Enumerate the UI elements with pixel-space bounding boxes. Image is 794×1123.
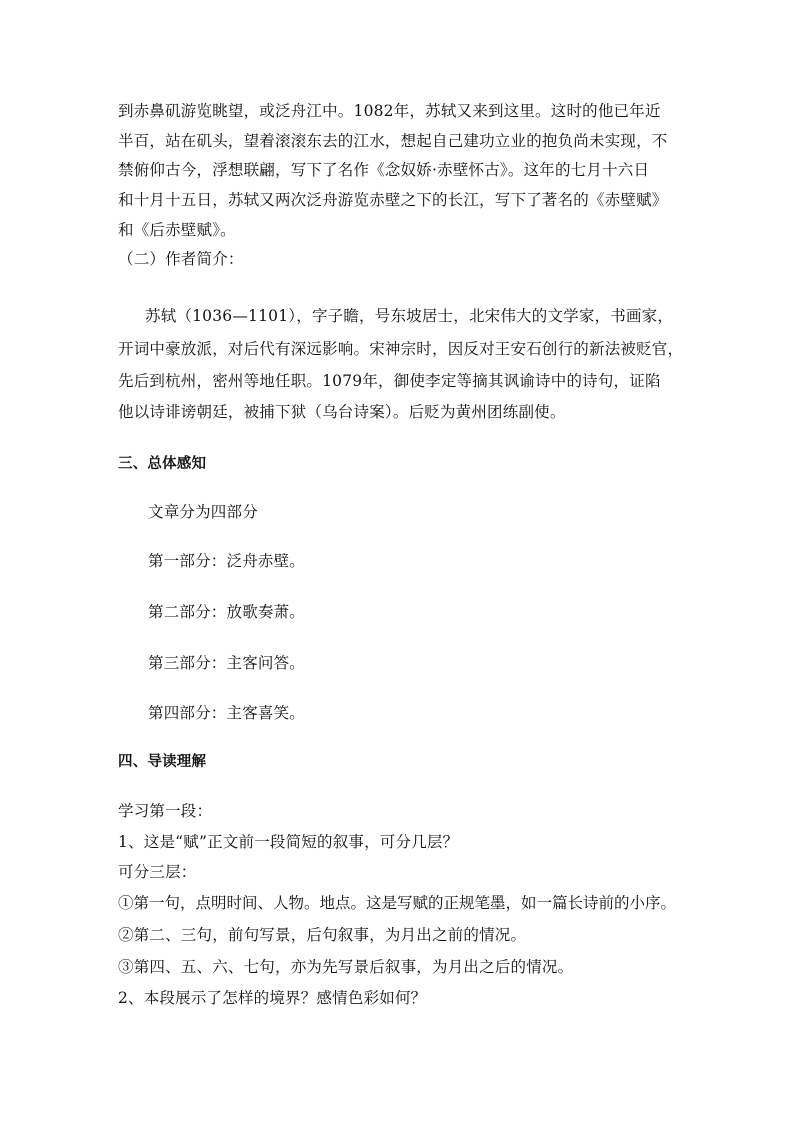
author-line: 苏轼（1036—1101），字子瞻，号东坡居士，北宋伟大的文学家，书画家， — [145, 307, 674, 325]
reading-line: 可分三层： — [118, 863, 197, 881]
author-line: 他以诗诽谤朝廷，被捕下狱（乌台诗案）。后贬为黄州团练副使。 — [118, 403, 566, 421]
author-line: 开词中豪放派，对后代有深远影响。宋神宗时，因反对王安石创行的新法被贬官， — [118, 340, 684, 358]
reading-question: 2、本段展示了怎样的境界？感情色彩如何？ — [118, 989, 427, 1007]
overview-part: 第二部分：放歌奏萧。 — [148, 603, 306, 621]
paragraph-line: 和《后赤壁赋》。 — [118, 221, 236, 239]
reading-heading: 四、导读理解 — [118, 754, 207, 770]
overview-intro: 文章分为四部分 — [148, 503, 258, 521]
paragraph-line: 半百，站在矶头，望着滚滚东去的江水，想起自己建功立业的抱负尚未实现，不 — [118, 132, 668, 150]
reading-point: ③第四、五、六、七句，亦为先写景后叙事，为月出之后的情况。 — [118, 958, 574, 976]
paragraph-line: 和十月十五日，苏轼又两次泛舟游览赤壁之下的长江，写下了著名的《赤壁赋》 — [118, 191, 668, 209]
reading-point: ①第一句，点明时间、人物。地点。这是写赋的正规笔墨，如一篇长诗前的小序。 — [118, 894, 677, 912]
overview-part: 第四部分：主客喜笑。 — [148, 704, 306, 722]
paragraph-line: 到赤鼻矶游览眺望，或泛舟江中。1082年，苏轼又来到这里。这时的他已年近 — [118, 102, 661, 120]
overview-heading: 三、总体感知 — [118, 456, 207, 472]
overview-part: 第一部分：泛舟赤壁。 — [148, 552, 306, 570]
author-section-title: （二）作者简介： — [118, 250, 244, 268]
reading-point: ②第二、三句，前句写景，后句叙事，为月出之前的情况。 — [118, 926, 527, 944]
paragraph-line: 禁俯仰古今，浮想联翩，写下了名作《念奴娇·赤壁怀古》。这年的七月十六日 — [118, 161, 650, 179]
author-line: 先后到杭州，密州等地任职。1079年，御使李定等摘其讽谕诗中的诗句，证陷 — [118, 372, 661, 390]
overview-part: 第三部分：主客问答。 — [148, 654, 306, 672]
reading-line: 学习第一段： — [118, 802, 213, 820]
reading-question: 1、这是“赋”正文前一段简短的叙事，可分几层？ — [118, 833, 459, 851]
